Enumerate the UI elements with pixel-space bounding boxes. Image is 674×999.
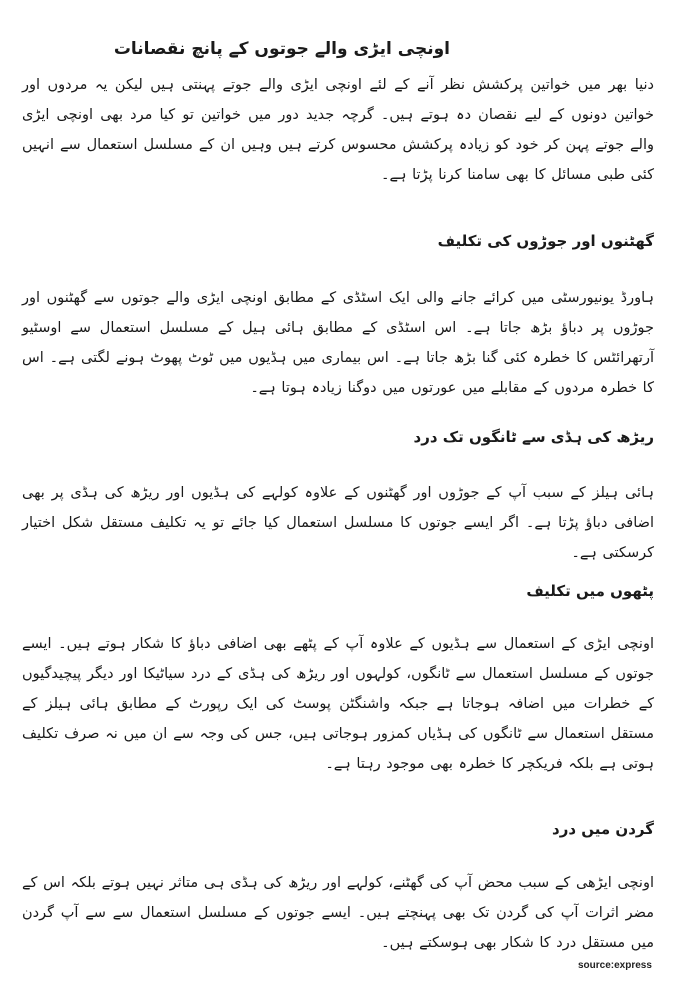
section-heading-spine: ریڑھ کی ہڈی سے ٹانگوں تک درد [413,428,654,446]
section-body-spine: ہائی ہیلز کے سبب آپ کے جوڑوں اور گھٹنوں کے علاوہ کولہے کی ہڈیوں اور ریڑھ کی ہڈی پر بھی اضافی دباؤ پڑتا ہے۔ اگر ایسے جوتوں کا مسلسل استعمال کیا جائے تو یہ تکلیف مستقل شکل اختیار کرسکتی ہے۔ [22,485,654,561]
section-heading-muscles: پٹھوں میں تکلیف [526,582,654,600]
intro-paragraph: دنیا بھر میں خواتین پرکشش نظر آنے کے لئے اونچی ایڑی والے جوتے پہنتی ہیں لیکن یہ مردوں اور خواتین دونوں کے لیے نقصان دہ ہوتے ہیں۔ گرچہ جدید دور میں خواتین تو کیا مرد بھی اونچی ایڑی والے جوتے پہن کر خود کو زیادہ پرکشش محسوس کرتے ہیں وہیں ان کے مسلسل استعمال سے انہیں کئی طبی مسائل کا بھی سامنا کرنا پڑتا ہے۔ [22,77,654,183]
section-heading-neck: گردن میں درد [552,820,654,838]
section-body-muscles: اونچی ایڑی کے استعمال سے ہڈیوں کے علاوہ آپ کے پٹھے بھی اضافی دباؤ کا شکار ہوتے ہیں۔ ایسے جوتوں کے مسلسل استعمال سے ٹانگوں، کولہوں اور ریڑھ کی ہڈی کے درد سیاٹیکا اور دیگر پیچیدگیوں کے خطرات میں اضافہ ہوجاتا ہے جبکہ واشنگٹن پوسٹ کی ایک رپورٹ کے مطابق ہائی ہیلز کے مستقل استعمال سے ٹانگوں کی ہڈیاں کمزور ہوجاتی ہیں، جس کی وجہ سے ان میں نہ صرف تکلیف ہوتی ہے بلکہ فریکچر کا خطرہ بھی موجود رہتا ہے۔ [22,636,654,772]
source-credit: source:express [578,960,652,971]
section-body-knees: ہاورڈ یونیورسٹی میں کرائے جانے والی ایک اسٹڈی کے مطابق اونچی ایڑی والے جوتوں سے گھٹنوں اور جوڑوں پر دباؤ بڑھ جاتا ہے۔ اس اسٹڈی کے مطابق ہائی ہیل کے مسلسل استعمال سے اوسٹیو آرتھرائٹس کا خطرہ کئی گنا بڑھ جاتا ہے۔ اس بیماری میں ہڈیوں میں ٹوٹ پھوٹ ہونے لگتی ہے۔ اس کا خطرہ مردوں کے مقابلے میں عورتوں میں دوگنا زیادہ ہوتا ہے۔ [22,290,654,396]
article-title: اونچی ایڑی والے جوتوں کے پانچ نقصانات [113,39,450,59]
section-heading-knees: گھٹنوں اور جوڑوں کی تکلیف [437,232,654,250]
section-body-neck: اونچی ایڑھی کے سبب محض آپ کی گھٹنے، کولہے اور ریڑھ کی ہڈی ہی متاثر نہیں ہوتے بلکہ اس کے مضر اثرات آپ کی گردن تک بھی پہنچتے ہیں۔ ایسے جوتوں کے مسلسل استعمال سے سے آپ گردن میں مستقل درد کا شکار بھی ہوسکتے ہیں۔ [22,875,654,951]
